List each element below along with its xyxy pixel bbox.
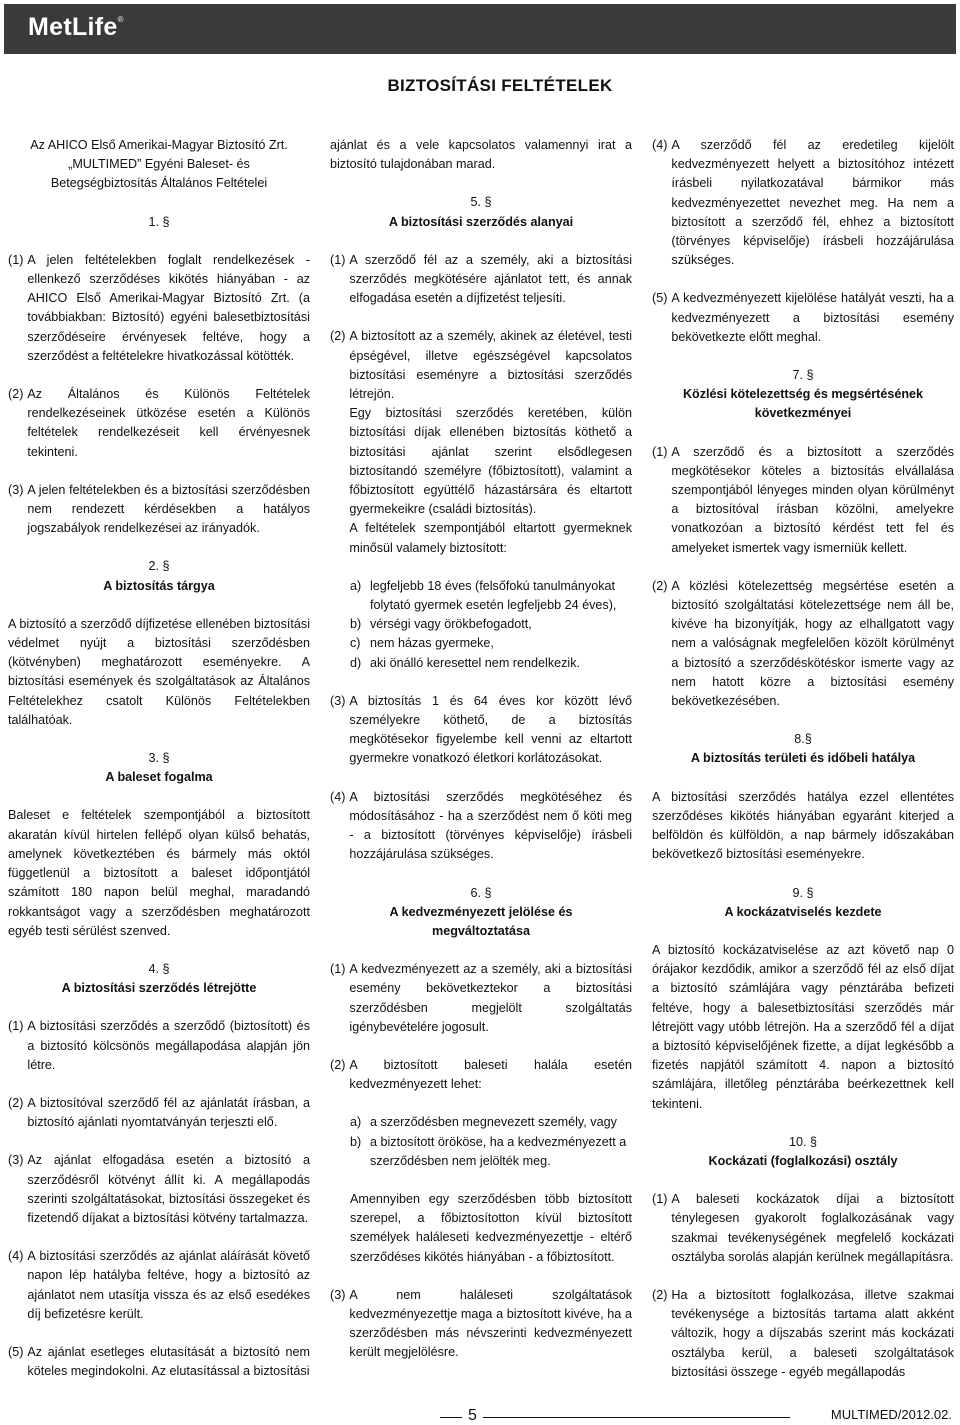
section-2-title: A biztosítás tárgya [103, 578, 215, 593]
footer-rule-center [500, 1417, 790, 1418]
section-1-para-3: (3) A jelen feltételekben és a biztosítási szerződésben nem rendezett kérdésekben a hatályos jogszabályok rendelkezései az irányadók. [8, 482, 310, 536]
section-5-para-2a: A biztosított az a személy, akinek az életével, testi épségével, illetve egészségével kapcsolatos biztosítási eseményre a biztosítási szerződés létrejön. [349, 329, 632, 402]
section-6-para-1: (1) A kedvezményezett az a személy, aki a biztosítási esemény bekövetkeztekor a biztosítási szerződésben megjelölt szolgáltatás igénybevételére jogosult. [330, 962, 632, 1034]
section-5-number: 5. § [470, 195, 492, 210]
section-4-para-5: (5) Az ajánlat esetleges elutasítását a biztosító nem köteles megindokolni. Az elutasítással a biztosítási [8, 1344, 310, 1379]
section-8-number: 8.§ [794, 732, 812, 747]
section-6-title: A kedvezményezett jelölése és megváltoztatása [389, 904, 573, 938]
section-4-para-1: (1) A biztosítási szerződés a szerződő (biztosított) és a biztosító kölcsönös megállapodása alapján jön létre. [8, 1019, 310, 1072]
section-7-title: Közlési kötelezettség és megsértésének következményei [682, 387, 924, 421]
section-9-para: A biztosító kockázatviselése az azt követő nap 0 órájakor kezdődik, amikor a szerződő fél az első díjat a biztosító számlájára vagy pénztárába befizeti feltéve, hogy a balesetbiztosítási szerződés már létrejött vagy utóbb létrejön. Ha a szerződő fél a díjat a biztosító képviselőjének fizette, a díjat legkésőbb a fizetés napjától számított 4. napon a biztosító számlájára, illetőleg pénztárába beérkezettnek kell tekinteni. [652, 942, 954, 1111]
section-1-para-1: (1) A jelen feltételekben foglalt rendelkezések - ellenkező szerződéses kikötés hiányában - az AHICO Első Amerikai-Magyar Biztosító Zrt. (a továbbiakban: Biztosító) egyéni balesetbiztosítási szerződéseire érvényesek feltéve, hogy a szerződést a feltételekre hivatkozással kötötték. [8, 252, 310, 363]
section-2-number: 2. § [148, 559, 170, 574]
intro-heading: Az AHICO Első Amerikai-Magyar Biztosító Zrt. „MULTIMED” Egyéni Baleset- és Betegségbiztosítás Általános Feltételei [30, 138, 288, 191]
list-item: a) a szerződésben megnevezett személy, vagy [350, 1115, 617, 1130]
section-2-para: A biztosító a szerződő díjfizetése ellenében biztosítási védelmet nyújt a biztosítási szerződésben (kötvényben) meghatározott eseményekre. A biztosítási események és szolgáltatások az Általános Feltételekhez csatolt Különös Feltételekben találhatóak. [8, 616, 310, 727]
section-4-title: A biztosítási szerződés létrejötte [61, 981, 257, 996]
section-5-para-2c: A feltételek szempontjából eltartott gyermeknek minősül valamely biztosított: [349, 521, 632, 555]
section-10-number: 10. § [788, 1134, 817, 1149]
section-6-para-5: (5) A kedvezményezett kijelölése hatályát veszti, ha a kedvezményezett a biztosítási esemény bekövetkezte előtt meghal. [652, 291, 954, 344]
section-4-continuation: ajánlat és a vele kapcsolatos valamennyi irat a biztosító tulajdonában marad. [330, 138, 632, 172]
section-10-title: Kockázati (foglalkozási) osztály [708, 1153, 898, 1168]
section-8-para: A biztosítási szerződés hatálya ezzel ellentétes szerződéses kikötés hiányában egyaránt kiterjed a belföldön és külföldön, a nap bármely időszakában bekövetkező biztosítási eseményekre. [652, 789, 954, 862]
page-number: 5 [462, 1407, 483, 1425]
section-1-number: 1. § [148, 214, 170, 229]
metlife-logo: MetLife® [28, 13, 124, 41]
section-4-para-3: (3) Az ajánlat elfogadása esetén a biztosító a szerződésről kötvényt állít ki. A megállapodás szerinti szolgáltatásokat, biztosítási összegeket és fizetendő díjakat a biztosítási kötvény tartalmazza. [8, 1153, 310, 1225]
section-6-para-4: (4) A szerződő fél az eredetileg kijelölt kedvezményezett helyett a biztosítóhoz intézett írásbeli nyilatkozatával bármikor más kedvezményezettet nevezhet meg. Ha nem a biztosított a szerződő fél, ehhez a biztosított (törvényes képviselője) írásbeli hozzájárulása szükséges. [652, 138, 954, 268]
section-4-para-2: (2) A biztosítóval szerződő fél az ajánlatát írásban, a biztosító ajánlati nyomtatványán terjeszti elő. [8, 1095, 310, 1130]
list-item: b) a biztosított örököse, ha a kedvezményezett a szerződésben nem jelölték meg. [350, 1134, 627, 1168]
section-6-number: 6. § [470, 885, 492, 900]
list-item: b) vérségi vagy örökbefogadott, [350, 617, 532, 632]
section-5-para-4: (4) A biztosítási szerződés megkötéséhez és módosításához - ha a szerződést nem ő köti meg - a biztosított (törvényes képviselője) írásbeli hozzájárulása szükséges. [330, 789, 632, 862]
section-3-para: Baleset e feltételek szempontjából a biztosított akaratán kívül hirtelen fellépő olyan külső behatás, amelynek következtében és bármely más októl függetlenül a biztosított a baleset időpontjától számított 180 napon belül meghal, maradandó rokkantságot vagy a szerződésben meghatározott egyéb testi sérülést szenved. [8, 808, 310, 938]
section-5-para-3: (3) A biztosítás 1 és 64 éves kor között lévő személyekre köthető, de a biztosítás megkötésekor figyelembe kell venni az eltartott gyermekre vonatkozó életkori korlátozásokat. [330, 693, 632, 766]
section-4-para-4: (4) A biztosítási szerződés az ajánlat aláírását követő napon lép hatályba feltéve, hogy a biztosító az ajánlatot nem utasítja vissza és az első esedékes díj befizetésre került. [8, 1249, 310, 1321]
header-bar [4, 4, 956, 54]
section-9-number: 9. § [792, 885, 814, 900]
section-10-para-1: (1) A baleseti kockázatok díjai a biztosított ténylegesen gyakorolt foglalkozásának vagy szakmai tevékenységének megfelelő kockázati osztályba sorolás alapján kerülnek megállapításra. [652, 1192, 954, 1264]
section-8-title: A biztosítás területi és időbeli hatálya [690, 751, 916, 766]
section-3-title: A baleset fogalma [105, 770, 213, 785]
list-item: a) legfeljebb 18 éves (felsőfokú tanulmányokat folytató gyermek esetén legfeljebb 24 éves), [350, 578, 617, 613]
column-1 [8, 136, 310, 1381]
document-code: MULTIMED/2012.02. [825, 1407, 952, 1422]
section-5-para-1: (1) A szerződő fél az a személy, aki a biztosítási szerződés megkötésére ajánlatot tett, és annak elfogadása esetén a díjfizetést teljesíti. [330, 252, 632, 306]
list-item: c) nem házas gyermeke, [350, 636, 494, 651]
section-3-number: 3. § [148, 751, 170, 766]
section-10-para-2: (2) Ha a biztosított foglalkozása, illetve szakmai tevékenysége a biztosítás tartama alatt akként változik, hogy a díjszabás szerint más kockázati osztályba kerül, a baleseti szolgáltatások biztosítási összege - egyéb megállapodás [652, 1287, 954, 1379]
section-7-para-2: (2) A közlési kötelezettség megsértése esetén a biztosító szolgáltatási kötelezettsége nem áll be, kivéve ha bizonyítják, hogy az elhallgatott vagy nem a valóságnak megfelelően közölt körülményt a biztosító a szerződéskötéskor ismerte vagy az nem hatott közre a biztosítási esemény bekövetkezésében. [652, 578, 954, 709]
section-6-para-2: (2) A biztosított baleseti halála esetén kedvezményezett lehet: [330, 1057, 632, 1092]
list-item: d) aki önálló keresettel nem rendelkezik. [350, 655, 581, 670]
column-2 [330, 136, 632, 1363]
section-1-para-2: (2) Az Általános és Különös Feltételek rendelkezéseinek ütközése esetén a Különös feltételek rendelkezéseit kell érvényesnek tekinteni. [8, 387, 310, 459]
section-9-title: A kockázatviselés kezdete [724, 904, 882, 919]
section-7-number: 7. § [792, 368, 814, 383]
column-3 [652, 136, 954, 1382]
section-6-para-2d: Amennyiben egy szerződésben több biztosított szerepel, a főbiztosítotton kívül biztosított személyek haláleseti kedvezményezettje - eltérő szerződéses kikötés hiányában - a főbiztosított. [350, 1191, 632, 1264]
section-4-number: 4. § [148, 961, 170, 976]
section-5-para-2: (2) A biztosított az a személy, akinek az életével, testi épségével, illetve egészségével kapcsolatos biztosítási eseményre a biztosítási szerződés létrejön. Egy biztosítási szerződés keretében, külön biztosítási díjak ellenében biztosítás köthető a biztosítási ajánlat szerint elsődlegesen biztosítandó személyre (főbiztosított), valamint a főbiztosított együttélő házastársára és eltartott gyermekeikre (családi biztosítás). A feltételek szempontjából eltartott gyermeknek minősül valamely biztosított: [330, 327, 632, 576]
document-title: BIZTOSÍTÁSI FELTÉTELEK [387, 76, 613, 95]
section-6-list [330, 1113, 632, 1171]
section-5-para-2b: Egy biztosítási szerződés keretében, külön biztosítási díjak ellenében biztosítás köthető a biztosítási ajánlat szerint elsődlegesen biztosítandó személyre (főbiztosított), valamint a főbiztosított együttélő házastársára és eltartott gyermekeikre (családi biztosítás). [349, 406, 632, 517]
section-6-para-3: (3) A nem haláleseti szolgáltatások kedvezményezettje maga a biztosított kivéve, ha a szerződésben más névszerinti kedvezményezett került megjelölésre. [330, 1287, 632, 1360]
section-7-para-1: (1) A szerződő és a biztosított a szerződés megkötésekor köteles a biztosítás elvállalása szempontjából lényeges minden olyan körülményt a biztosítóval írásban közölni, amelyekre vonatkozóan a biztosító kérdést tett fel és amelyeket ismertek vagy ismerniük kellett. [652, 444, 954, 555]
section-5-list [330, 577, 632, 673]
section-5-title: A biztosítási szerződés alanyai [388, 214, 574, 229]
